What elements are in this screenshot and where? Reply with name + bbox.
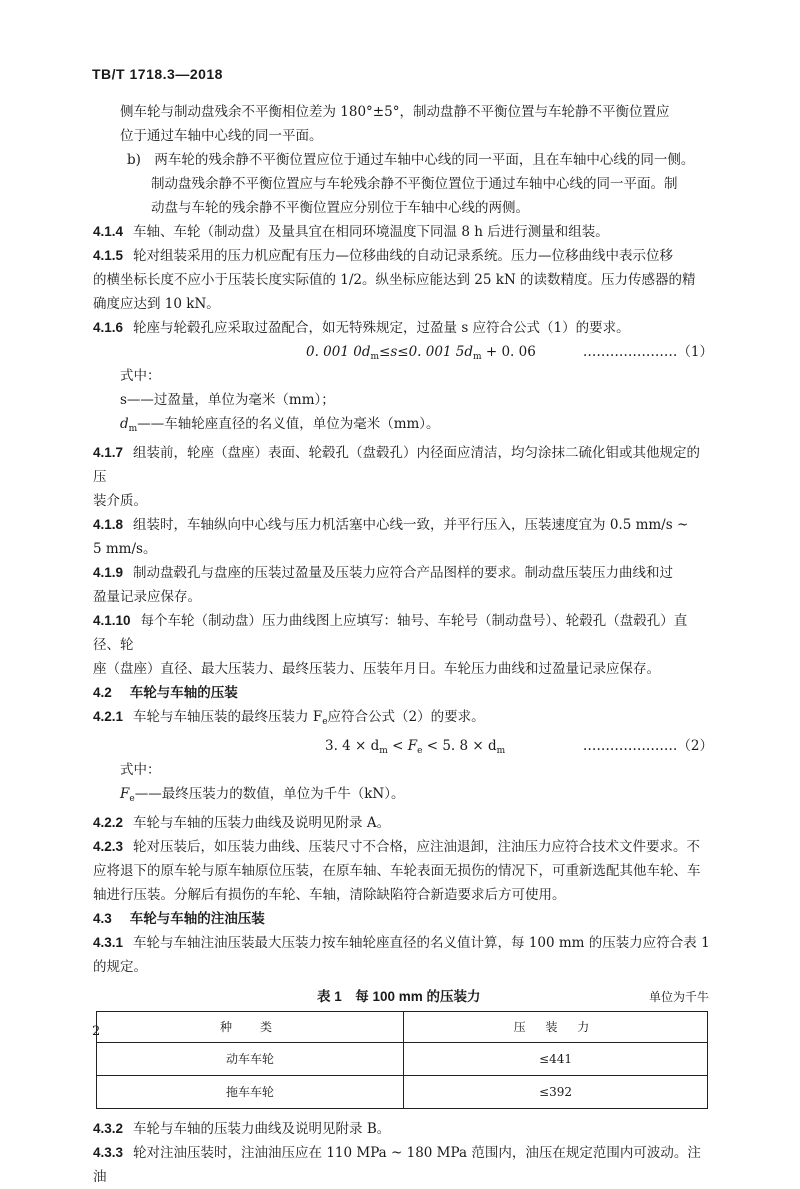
clause-text-line: 装介质。	[93, 493, 147, 509]
section-title: 车轮与车轴的压装	[129, 685, 238, 700]
table-cell: ≤392	[404, 1076, 708, 1109]
definition-fe: $F_e——$最终压装力的数值，单位为千牛（kN）。	[120, 786, 405, 804]
clause-4-3-2	[93, 1117, 713, 1141]
list-item-b-line: 制动盘残余静不平衡位置应与车轮残余静不平衡位置位于通过车轴中心线的同一平面。制	[151, 176, 678, 192]
table-caption-row	[93, 983, 713, 1011]
definition-s: s——过盈量，单位为毫米（mm）；	[120, 392, 335, 408]
definition-dm: $d_m——$车轴轮座直径的名义值，单位为毫米（mm）。	[120, 416, 440, 434]
formula-1-expression: 0. 001 $0d_m\le s\le 0$. 001 $5d_m + 0$. 06	[306, 344, 536, 362]
clause-4-2-2	[93, 811, 713, 835]
formula-2-number: …………………（2）	[582, 738, 713, 754]
table-unit-note: 单位为千牛	[648, 990, 709, 1004]
clause-text: 轮对组装采用的压力机应配有压力—位移曲线的自动记录系统。压力—位移曲线中表示位移	[133, 248, 674, 264]
formula-1-number: …………………（1）	[582, 344, 713, 360]
where-label: 式中：	[120, 762, 161, 778]
clause-a-continuation-line: 位于通过车轴中心线的同一平面。	[120, 128, 323, 144]
table-cell: 动车车轮	[97, 1043, 404, 1076]
section-4-3-heading	[93, 907, 713, 931]
clause-text-line: 座（盘座）直径、最大压装力、最终压装力、压装年月日。车轮压力曲线和过盈量记录应保存。	[93, 661, 660, 677]
clause-4-1-4	[93, 220, 713, 244]
formula-1	[93, 340, 713, 364]
formula-2-expression: 3. $4 \times d_m < F_e < 5$. $8 \times d_m$	[325, 738, 506, 756]
clause-number: 4.3.1	[93, 935, 124, 950]
clause-text: 车轮与车轴的压装力曲线及说明见附录 B。	[133, 1121, 391, 1137]
list-item-b-line: 动盘与车轮的残余静不平衡位置应分别位于车轴中心线的两侧。	[151, 200, 529, 216]
table-cell: 拖车车轮	[97, 1076, 404, 1109]
clause-text: 组装时，车轴纵向中心线与压力机活塞中心线一致，并平行压入，压装速度宜为 0.5 mm/s ~	[133, 517, 689, 533]
clause-text: 制动盘毂孔与盘座的压装过盈量及压装力应符合产品图样的要求。制动盘压装压力曲线和过	[133, 565, 674, 581]
section-number: 4.2	[93, 685, 112, 700]
press-force-table	[96, 1011, 708, 1109]
clause-4-1-7	[93, 441, 713, 489]
clause-number: 4.2.1	[93, 709, 124, 724]
clause-number: 4.1.6	[93, 320, 124, 335]
clause-number: 4.2.2	[93, 815, 124, 830]
clause-text: 轮座与轮毂孔应采取过盈配合，如无特殊规定，过盈量 s 应符合公式（1）的要求。	[133, 320, 630, 336]
clause-text: 车轮与车轴的压装力曲线及说明见附录 A。	[133, 815, 391, 831]
table-cell: ≤441	[404, 1043, 708, 1076]
clause-number: 4.1.10	[93, 613, 131, 628]
list-item-b	[93, 148, 713, 172]
clause-text-line: 轴进行压装。分解后有损伤的车轮、车轴，清除缺陷符合新造要求后方可使用。	[93, 887, 566, 903]
clause-number: 4.1.5	[93, 248, 124, 263]
clause-4-2-3	[93, 835, 713, 859]
clause-text-line: 确度应达到 10 kN。	[93, 296, 220, 312]
clause-4-2-1: 4.2.1 车轮与车轴压装的最终压装力 $F_e$应符合公式（2）的要求。	[93, 709, 485, 727]
clause-4-1-5	[93, 244, 713, 268]
document-body	[93, 100, 713, 1189]
formula-2	[93, 734, 713, 758]
clause-4-1-8	[93, 513, 713, 537]
clause-text-line: 5 mm/s。	[93, 541, 157, 557]
clause-4-1-9	[93, 561, 713, 585]
clause-number: 4.1.9	[93, 565, 124, 580]
clause-text-line: 应将退下的原车轮与原车轴原位压装，在原车轴、车轮表面无损伤的情况下，可重新选配其他车轮、车	[93, 863, 701, 879]
page-number: 2	[92, 1024, 101, 1039]
clause-number: 4.2.3	[93, 839, 124, 854]
where-label: 式中：	[120, 368, 161, 384]
table-caption: 表 1 每 100 mm 的压装力	[317, 989, 481, 1004]
clause-a-continuation-line: 侧车轮与制动盘残余不平衡相位差为 180°±5°，制动盘静不平衡位置与车轮静不平衡位置应	[120, 104, 670, 120]
clause-text-line: 的规定。	[93, 959, 147, 975]
clause-4-3-1	[93, 931, 713, 955]
clause-4-1-6	[93, 316, 713, 340]
clause-number: 4.1.8	[93, 517, 124, 532]
section-title: 车轮与车轴的注油压装	[129, 911, 265, 926]
clause-4-1-10	[93, 609, 713, 657]
standard-code-header: TB/T 1718.3—2018	[92, 66, 223, 82]
clause-text: 组装前，轮座（盘座）表面、轮毂孔（盘毂孔）内径面应清洁，均匀涂抹二硫化钼或其他规定的压	[93, 445, 701, 485]
table-header-row	[97, 1012, 708, 1043]
section-number: 4.3	[93, 911, 112, 926]
table-row	[97, 1043, 708, 1076]
clause-text: 每个车轮（制动盘）压力曲线图上应填写：轴号、车轮号（制动盘号）、轮毂孔（盘毂孔）直径、轮	[93, 613, 688, 653]
list-item-label: b)	[127, 152, 141, 168]
clause-number: 4.1.7	[93, 445, 124, 460]
clause-text: 车轴、车轮（制动盘）及量具宜在相同环境温度下同温 8 h 后进行测量和组装。	[133, 224, 609, 240]
section-4-2-heading	[93, 681, 713, 705]
clause-text: 轮对注油压装时，注油油压应在 110 MPa ~ 180 MPa 范围内，油压在规定范围内可波动。注油	[93, 1145, 701, 1185]
clause-text: 轮对压装后，如压装力曲线、压装尺寸不合格，应注油退卸，注油压力应符合技术文件要求。不	[133, 839, 701, 855]
clause-4-3-3	[93, 1141, 713, 1189]
table-row	[97, 1076, 708, 1109]
table-header-cell: 压 装 力	[404, 1012, 708, 1043]
clause-number: 4.1.4	[93, 224, 124, 239]
list-item-text: 两车轮的残余静不平衡位置应位于通过车轴中心线的同一平面，且在车轴中心线的同一侧。	[154, 152, 695, 168]
clause-number: 4.3.3	[93, 1145, 124, 1160]
clause-number: 4.3.2	[93, 1121, 124, 1136]
clause-text: 车轮与车轴注油压装最大压装力按车轴轮座直径的名义值计算，每 100 mm 的压装力应符合表 1	[133, 935, 710, 951]
table-header-cell: 种 类	[97, 1012, 404, 1043]
clause-text-line: 的横坐标长度不应小于压装长度实际值的 1/2。纵坐标应能达到 25 kN 的读数精度。压力传感器的精	[93, 272, 696, 288]
clause-text-line: 盈量记录应保存。	[93, 589, 201, 605]
